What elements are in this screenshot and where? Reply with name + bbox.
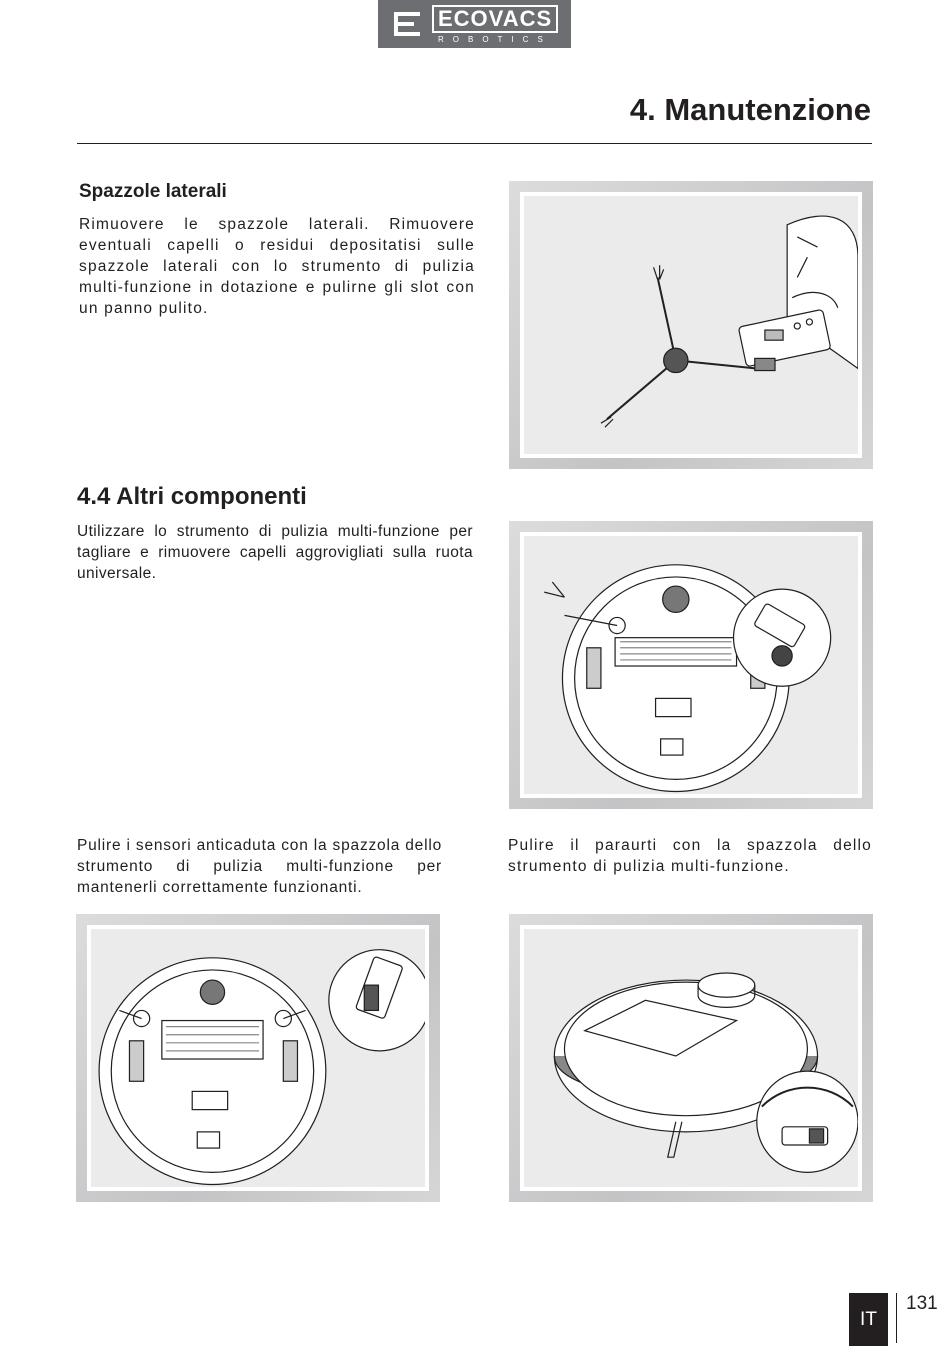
cliff-sensor-illustration (76, 914, 440, 1202)
bumper-text: Pulire il paraurti con la spazzola dello strumento di pulizia multi-funzione. (508, 837, 872, 875)
page-title: 4. Manutenzione (629, 92, 871, 127)
side-brushes-heading: Spazzole laterali (79, 181, 227, 202)
language-tab: IT (849, 1293, 888, 1346)
logo-sub-text: ROBOTICS (438, 34, 552, 44)
universal-wheel-illustration (509, 521, 873, 809)
title-divider (77, 143, 872, 144)
other-components-text: Utilizzare lo strumento di pulizia multi-funzione per tagliare e rimuovere capelli aggrovigliati sulla ruota universale. (77, 523, 473, 582)
logo-brand-text: ECOVACS (432, 5, 558, 33)
ecovacs-logo (378, 0, 571, 48)
page-number: 131 (906, 1293, 938, 1314)
side-brush-cleaning-drawing (524, 196, 858, 454)
cliff-sensor-drawing (91, 929, 425, 1187)
cliff-sensors-text: Pulire i sensori anticaduta con la spazzola dello strumento di pulizia multi-funzione per mantenerli correttamente funzionanti. (77, 837, 442, 896)
ecovacs-mark-icon (392, 9, 422, 39)
bumper-cleaning-drawing (524, 929, 858, 1187)
bumper-illustration (509, 914, 873, 1202)
other-components-heading: 4.4 Altri componenti (77, 483, 307, 510)
side-brushes-text: Rimuovere le spazzole laterali. Rimuovere eventuali capelli o residui depositatisi sulle spazzole laterali con lo strumento di pulizia multi-funzione in dotazione e pulirne gli slot con un panno pulito. (79, 216, 475, 317)
universal-wheel-drawing (524, 536, 858, 794)
footer-divider (896, 1293, 897, 1343)
side-brush-illustration (509, 181, 873, 469)
